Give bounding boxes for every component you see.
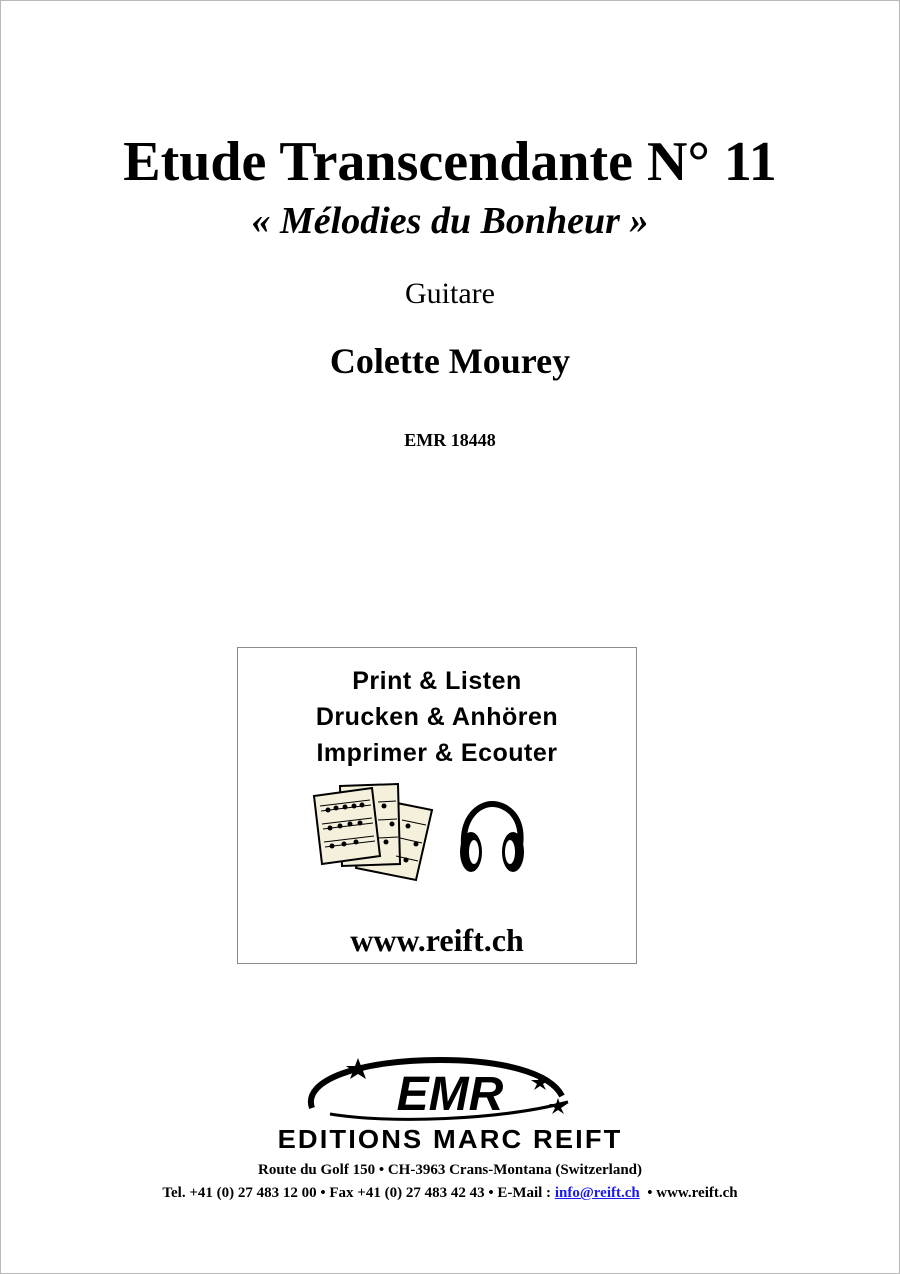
composer: Colette Mourey — [329, 341, 571, 381]
publisher-address: Route du Golf 150 • CH-3963 Crans-Montana (Switzerland) — [258, 1162, 642, 1178]
emr-logo — [300, 1050, 590, 1125]
emr-logo-text: EMR — [396, 1068, 504, 1121]
contact-website: • www.reift.ch — [639, 1185, 738, 1201]
instrument: Guitare — [405, 277, 495, 310]
sheet-music-icon — [312, 780, 438, 882]
promo-line-de: Drucken & Anhören — [315, 703, 559, 731]
headphones-icon — [456, 800, 528, 878]
promo-line-en: Print & Listen — [352, 667, 522, 695]
catalog-number: EMR 18448 — [404, 430, 496, 450]
subtitle: « Mélodies du Bonheur » — [251, 200, 649, 242]
page-title: Etude Transcendante N° 11 — [123, 131, 777, 193]
email-link[interactable]: info@reift.ch — [554, 1185, 640, 1201]
promo-line-fr: Imprimer & Ecouter — [316, 739, 558, 767]
publisher-name: EDITIONS MARC REIFT — [277, 1124, 623, 1154]
print-listen-box — [237, 647, 637, 964]
promo-url[interactable]: www.reift.ch — [350, 922, 524, 958]
contact-phone-fax: Tel. +41 (0) 27 483 12 00 • Fax +41 (0) 27 483 42 43 • E-Mail : — [162, 1185, 555, 1201]
publisher-contact — [0, 1183, 900, 1203]
